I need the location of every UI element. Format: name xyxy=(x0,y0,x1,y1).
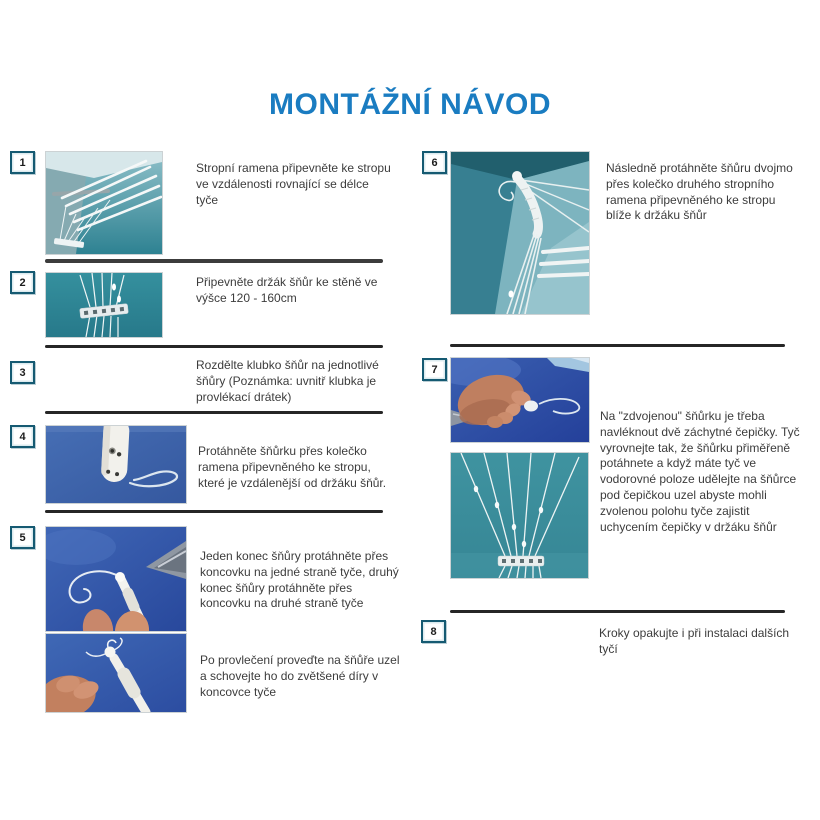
step-7-badge: 7 xyxy=(422,358,447,381)
step-6-text: Následně protáhněte šňůru dvojmo přes kolečko druhého stropního ramena připevněného ke stropu blíže k držáku šňůr xyxy=(606,161,793,223)
step-3-badge: 3 xyxy=(10,361,35,384)
step-2-text: Připevněte držák šňůr ke stěně ve výšce 120 - 160cm xyxy=(196,275,378,305)
step-7-photo-hand-cap xyxy=(450,357,590,443)
step-8-badge: 8 xyxy=(421,620,446,643)
separator-3 xyxy=(45,411,383,414)
step-7-photo-cords-fan xyxy=(450,452,589,579)
step-4-photo-rod-end xyxy=(45,425,187,504)
step-7-text: Na "zdvojenou" šňůrku je třeba navléknout dvě záchytné čepičky. Tyč vyrovnejte tak, že šňůrku přiměřeně potáhnete a když máte tyč ve vodorovné poloze udělejte na šňůrce pod čepičkou uzel abyste mohli zvolenou polohu tyče zajistit uchycením čepičky v držáku šňůr xyxy=(600,409,800,534)
step-5-text: Jeden konec šňůry protáhněte přes koncovku na jedné straně tyče, druhý konec šňůry protáhněte přes koncovku na druhé straně tyče xyxy=(200,549,399,611)
separator-6 xyxy=(450,610,785,613)
step-5-photo-knot xyxy=(45,633,187,713)
step-3-text: Rozdělte klubko šňůr na jednotlivé šňůry (Poznámka: uvnitř klubka je provlékací drátek) xyxy=(196,358,379,404)
separator-4 xyxy=(45,510,383,513)
step-2-badge: 2 xyxy=(10,271,35,294)
step-1-text: Stropní ramena připevněte ke stropu ve vzdálenosti rovnající se délce tyče xyxy=(196,161,391,207)
page-title: MONTÁŽNÍ NÁVOD xyxy=(269,88,551,121)
step-6-badge: 6 xyxy=(422,151,447,174)
step-5-badge: 5 xyxy=(10,526,35,549)
step-4-text: Protáhněte šňůrku přes kolečko ramena připevněného ke stropu, které je vzdálenější od držáku šňůr. xyxy=(198,444,387,490)
step-8-text: Kroky opakujte i při instalaci dalších tyčí xyxy=(599,626,790,656)
step-5-photo-threading xyxy=(45,526,187,632)
step-5-text-2: Po provlečení proveďte na šňůře uzel a schovejte ho do zvětšené díry v koncovce tyče xyxy=(200,653,400,699)
separator-2 xyxy=(45,345,383,348)
step-6-photo-ceiling-arm xyxy=(450,151,590,315)
step-1-badge: 1 xyxy=(10,151,35,174)
step-1-photo-ceiling-arms xyxy=(45,151,163,255)
separator-1 xyxy=(45,259,383,263)
separator-5 xyxy=(450,344,785,347)
step-4-badge: 4 xyxy=(10,425,35,448)
step-2-photo-wall-holder xyxy=(45,272,163,338)
